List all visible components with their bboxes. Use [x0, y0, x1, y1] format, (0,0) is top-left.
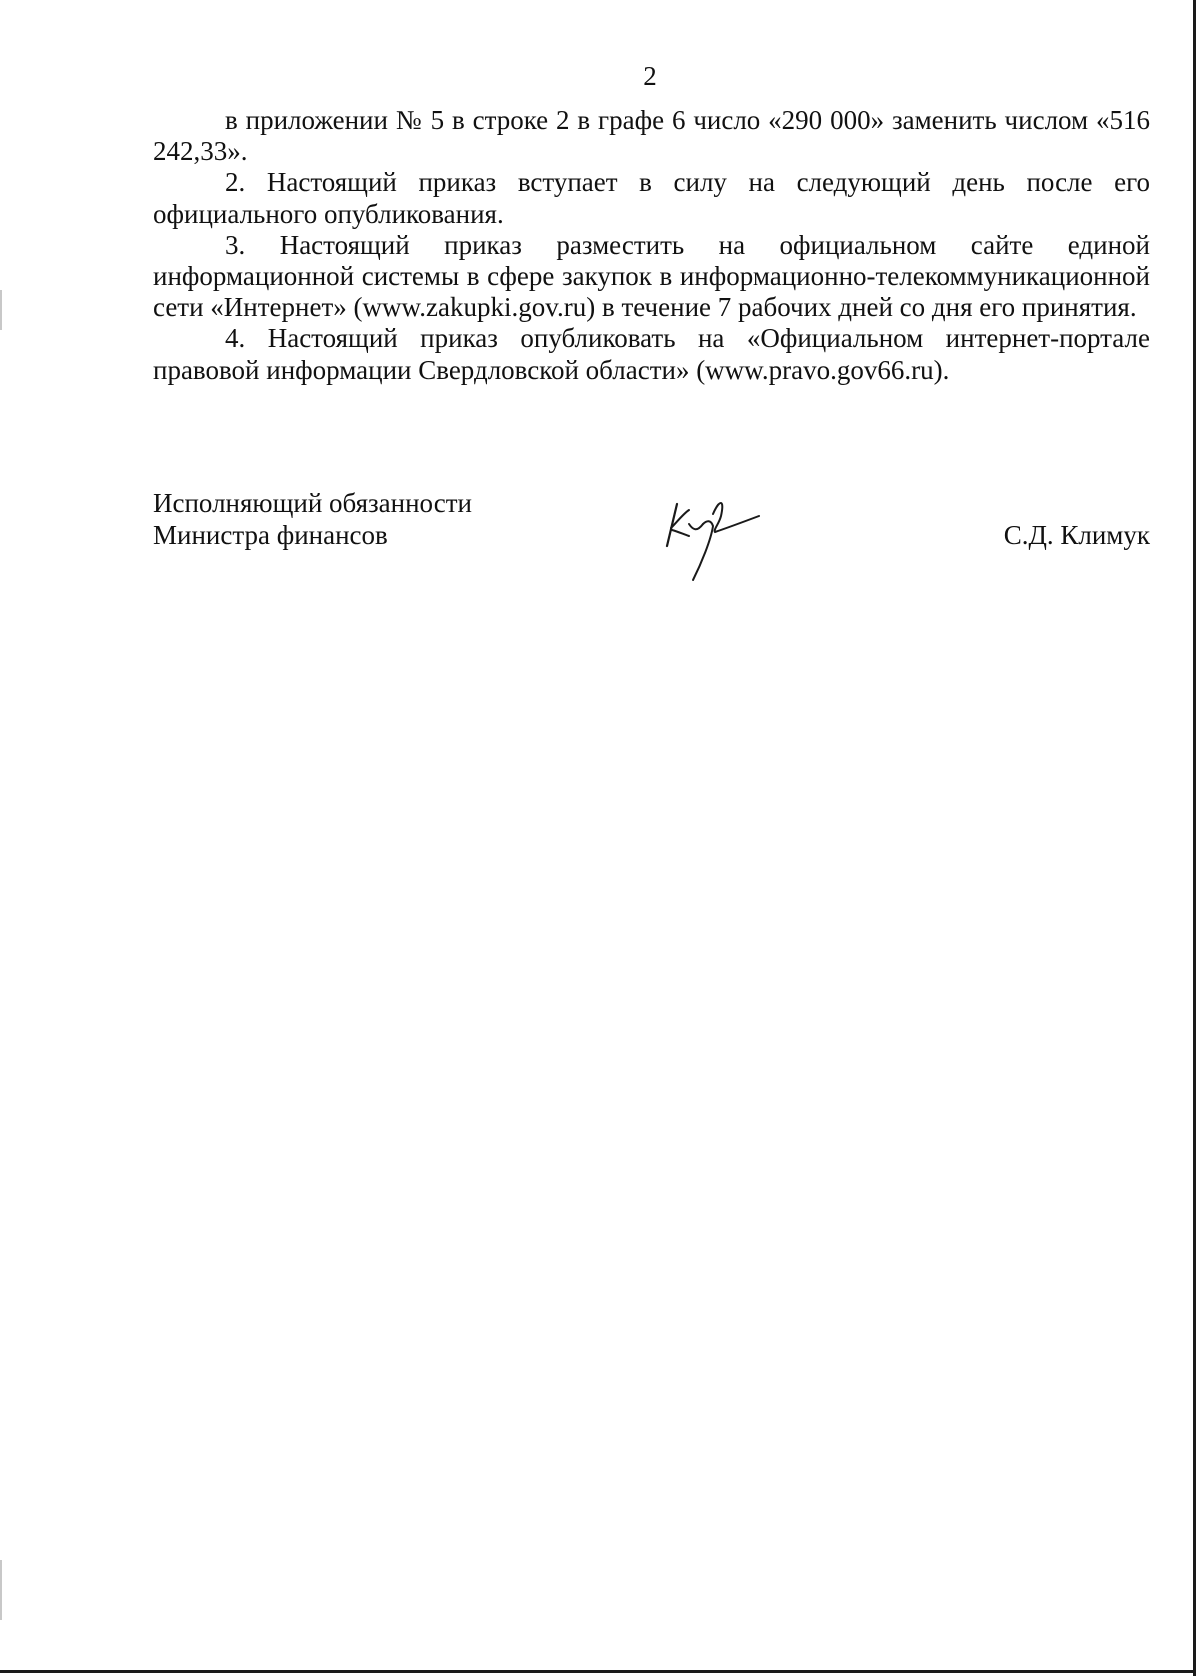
document-body — [153, 105, 1150, 386]
signer-position — [153, 488, 472, 551]
handwritten-signature — [663, 490, 773, 590]
signature-block — [153, 488, 1150, 598]
paragraph-effective-date: 2. Настоящий приказ вступает в силу на следующий день после его официального опубликования. — [153, 167, 1150, 229]
scan-border-bottom — [0, 1670, 1196, 1673]
paragraph-publish-pravo: 4. Настоящий приказ опубликовать на «Официальном интернет-портале правовой информации Свердловской области» (www.pravo.gov66.ru). — [153, 323, 1150, 385]
scan-edge-mark — [0, 290, 2, 330]
scan-edge-mark — [0, 1560, 2, 1620]
signer-position-line-2: Министра финансов — [153, 519, 388, 550]
page-number: 2 — [643, 61, 657, 91]
paragraph-amendment: в приложении № 5 в строке 2 в графе 6 число «290 000» заменить числом «516 242,33». — [153, 105, 1150, 167]
signer-position-line-1: Исполняющий обязанности — [153, 488, 472, 518]
signer-name: С.Д. Климук — [1003, 519, 1150, 550]
paragraph-publish-zakupki: 3. Настоящий приказ разместить на официальном сайте единой информационной системы в сфере закупок в информационно-телекоммуникационной сети «Интернет» (www.zakupki.gov.ru) в течение 7 рабочих дней со дня его принятия. — [153, 229, 1150, 323]
scan-border-right — [1193, 0, 1196, 1676]
